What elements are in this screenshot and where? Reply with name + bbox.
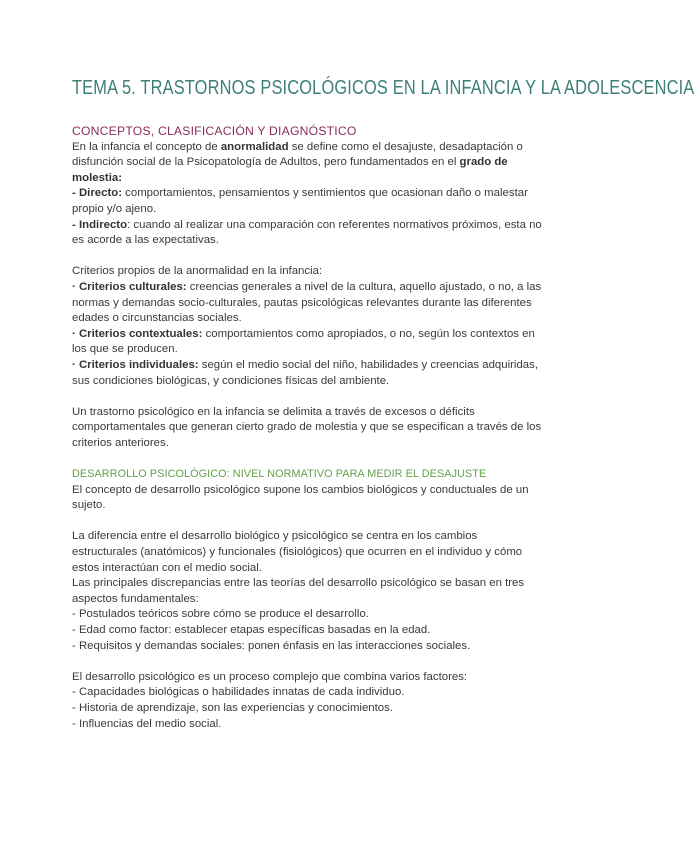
paragraph-desarrollo-concepto: El concepto de desarrollo psicológico supone los cambios biológicos y conductuales de un sujeto. xyxy=(72,483,529,512)
paragraph-discrepancias: Las principales discrepancias entre las teorías del desarrollo psicológico se basan en tres aspectos fundamentales: xyxy=(72,577,525,605)
list-item: - Influencias del medio social. xyxy=(72,717,222,730)
bullet-indirecto: - Indirecto: cuando al realizar una comparación con referentes normativos próximos, esta no es acorde a las expectativas. xyxy=(72,218,542,247)
section-heading-desarrollo: DESARROLLO PSICOLÓGICO: NIVEL NORMATIVO PARA MEDIR EL DESAJUSTE xyxy=(72,468,487,481)
paragraph-anormalidad: En la infancia el concepto de anormalidad se define como el desajuste, desadaptación o disfunción social de la Psicopatología de Adultos, pero fundamentados en el grado de molestia: xyxy=(72,140,523,184)
paragraph-trastorno: Un trastorno psicológico en la infancia se delimita a través de excesos o déficits comportamentales que generan cierto grado de molestia y que se especifican a través de los criterios anteriores. xyxy=(72,405,542,449)
list-item: - Capacidades biológicas o habilidades innatas de cada individuo. xyxy=(72,686,405,699)
document-body xyxy=(72,124,542,732)
list-item: - Edad como factor: establecer etapas específicas basadas en la edad. xyxy=(72,624,431,636)
list-item: - Historia de aprendizaje, son las experiencias y conocimientos. xyxy=(72,701,393,714)
page-title: TEMA 5. TRASTORNOS PSICOLÓGICOS EN LA INFANCIA Y LA ADOLESCENCIA xyxy=(72,76,694,99)
bullet-directo: - Directo: comportamientos, pensamientos y sentimientos que ocasionan daño o malestar propio y/o ajeno. xyxy=(72,187,528,215)
list-item: - Postulados teóricos sobre cómo se produce el desarrollo. xyxy=(72,608,369,621)
criterio-individual: · Criterios individuales: según el medio social del niño, habilidades y creencias adquiridas, sus condiciones biológicas, y condiciones físicas del ambiente. xyxy=(72,358,538,387)
section-heading-conceptos: CONCEPTOS, CLASIFICACIÓN Y DIAGNÓSTICO xyxy=(72,124,357,138)
list-item: - Requisitos y demandas sociales: ponen énfasis en las interacciones sociales. xyxy=(72,639,471,652)
paragraph-diferencia: La diferencia entre el desarrollo biológico y psicológico se centra en los cambios estructurales (anatómicos) y funcionales (fisiológicos) que ocurren en el individuo y cómo estos interactúan con el medio social. xyxy=(72,530,523,574)
paragraph-factores: El desarrollo psicológico es un proceso complejo que combina varios factores: xyxy=(72,670,468,683)
criterio-cultural: · Criterios culturales: creencias generales a nivel de la cultura, aquello ajustado, o no, a las normas y demandas socio-culturales, pautas psicológicas relevantes durante las diferentes edades o circunstancias sociales. xyxy=(72,280,542,325)
criterio-contextual: · Criterios contextuales: comportamientos como apropiados, o no, según los contextos en los que se producen. xyxy=(72,327,535,356)
criterios-intro: Criterios propios de la anormalidad en la infancia: xyxy=(72,265,323,278)
